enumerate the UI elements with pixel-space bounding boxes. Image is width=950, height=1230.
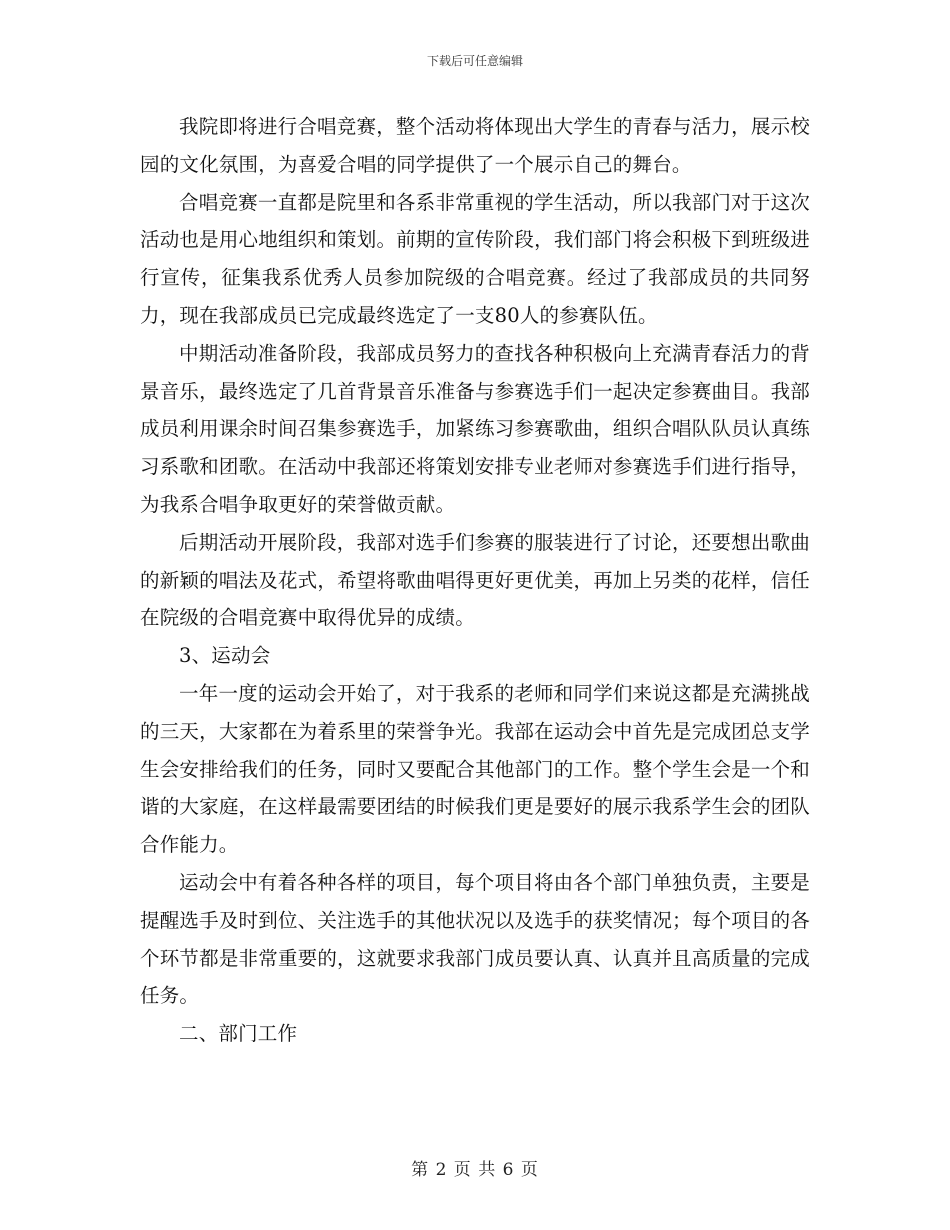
section-heading: 二、部门工作	[179, 1022, 298, 1046]
paragraph: 一年一度的运动会开始了，对于我系的老师和同学们来说这都是充满挑战的三天，大家都在为着系里的荣誉争光。我部在运动会中首先是完成团总支学生会安排给我们的任务，同时又要配合其他部门的工作。整个学生会是一个和谐的大家庭，在这样最需要团结的时候我们更是要好的展示我系学生会的团队合作能力。	[140, 681, 810, 857]
paragraph: 运动会中有着各种各样的项目，每个项目将由各个部门单独负责，主要是提醒选手及时到位、关注选手的其他状况以及选手的获奖情况；每个项目的各个环节都是非常重要的，这就要求我部门成员要认真、认真并且高质量的完成任务。	[140, 870, 810, 1008]
section-heading: 3、运动会	[179, 644, 271, 668]
page-header-note: 下载后可任意编辑	[426, 54, 523, 68]
page-number: 第 2 页 共 6 页	[411, 1160, 539, 1180]
paragraph: 中期活动准备阶段，我部成员努力的查找各种积极向上充满青春活力的背景音乐，最终选定了几首背景音乐准备与参赛选手们一起决定参赛曲目。我部成员利用课余时间召集参赛选手，加紧练习参赛歌曲，组织合唱队队员认真练习系歌和团歌。在活动中我部还将策划安排专业老师对参赛选手们进行指导，为我系合唱争取更好的荣誉做贡献。	[140, 341, 810, 516]
paragraph: 后期活动开展阶段，我部对选手们参赛的服装进行了讨论，还要想出歌曲的新颖的唱法及花式，希望将歌曲唱得更好更优美，再加上另类的花样，信任在院级的合唱竞赛中取得优异的成绩。	[140, 530, 810, 630]
document-body	[140, 108, 810, 1053]
paragraph: 我院即将进行合唱竞赛，整个活动将体现出大学生的青春与活力，展示校园的文化氛围，为喜爱合唱的同学提供了一个展示自己的舞台。	[140, 115, 810, 176]
paragraph: 合唱竞赛一直都是院里和各系非常重视的学生活动，所以我部门对于这次活动也是用心地组织和策划。前期的宣传阶段，我们部门将会积极下到班级进行宣传，征集我系优秀人员参加院级的合唱竞赛。经过了我部成员的共同努力，现在我部成员已完成最终选定了一支80人的参赛队伍。	[140, 190, 810, 327]
